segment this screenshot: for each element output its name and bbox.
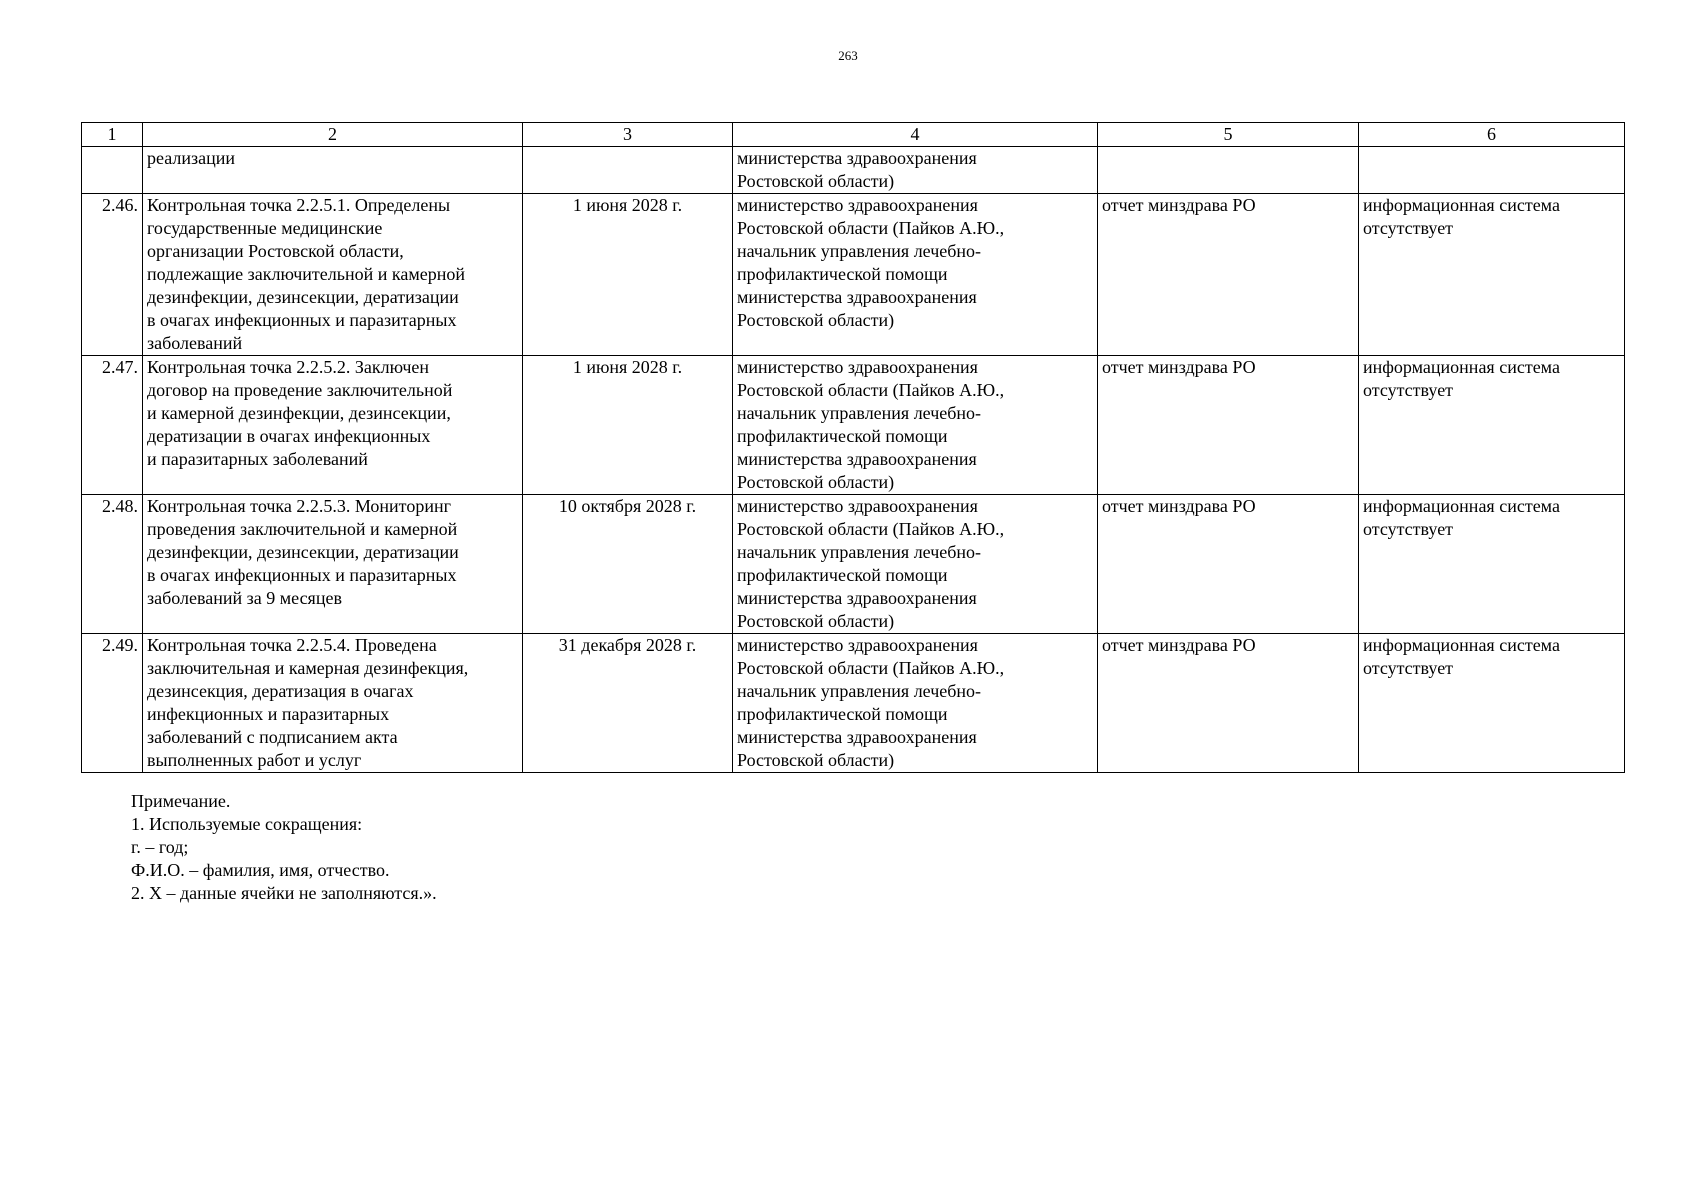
event-cell: [143, 495, 523, 634]
note-line: 2. Х – данные ячейки не заполняются.».: [131, 883, 437, 903]
info-system-cell: [1359, 634, 1625, 773]
cell-line: отсутствует: [1363, 380, 1454, 400]
cell-line: профилактической помощи: [737, 565, 948, 585]
cell-line: заключительная и камерная дезинфекция,: [147, 658, 469, 678]
event-cell: [143, 634, 523, 773]
row-number: 2.46.: [82, 194, 143, 356]
cell-line: профилактической помощи: [737, 264, 948, 284]
cell-line: министерства здравоохранения: [737, 727, 977, 747]
table-row: [82, 194, 1625, 356]
cell-line: начальник управления лечебно-: [737, 241, 982, 261]
event-cell: [143, 194, 523, 356]
table-row: [82, 495, 1625, 634]
info-system-cell: [1359, 194, 1625, 356]
cell-line: министерства здравоохранения: [737, 588, 977, 608]
deadline-cell: [523, 147, 733, 194]
result-cell: [1098, 147, 1359, 194]
result-cell: отчет минздрава РО: [1098, 495, 1359, 634]
cell-line: заболеваний с подписанием акта: [147, 727, 398, 747]
cell-line: министерство здравоохранения: [737, 635, 978, 655]
table-row: [82, 634, 1625, 773]
cell-line: отсутствует: [1363, 218, 1454, 238]
deadline-cell: 10 октября 2028 г.: [523, 495, 733, 634]
event-cell: [143, 356, 523, 495]
note-block: [131, 790, 437, 905]
cell-line: Ростовской области): [737, 310, 895, 330]
cell-line: и камерной дезинфекции, дезинсекции,: [147, 403, 451, 423]
deadline-cell: 1 июня 2028 г.: [523, 356, 733, 495]
cell-line: министерства здравоохранения: [737, 148, 977, 168]
result-cell: отчет минздрава РО: [1098, 634, 1359, 773]
responsible-cell: [733, 495, 1098, 634]
column-header: 3: [523, 123, 733, 147]
cell-line: реализации: [147, 148, 235, 168]
cell-line: профилактической помощи: [737, 704, 948, 724]
deadline-cell: 31 декабря 2028 г.: [523, 634, 733, 773]
cell-line: министерства здравоохранения: [737, 287, 977, 307]
cell-line: Ростовской области): [737, 750, 895, 770]
cell-line: дератизации в очагах инфекционных: [147, 426, 431, 446]
responsible-cell: [733, 194, 1098, 356]
cell-line: Ростовской области (Пайков А.Ю.,: [737, 519, 1005, 539]
cell-line: организации Ростовской области,: [147, 241, 404, 261]
cell-line: и паразитарных заболеваний: [147, 449, 368, 469]
result-cell: отчет минздрава РО: [1098, 356, 1359, 495]
table-row: [82, 356, 1625, 495]
cell-line: инфекционных и паразитарных: [147, 704, 390, 724]
cell-line: информационная система: [1363, 635, 1560, 655]
cell-line: отсутствует: [1363, 519, 1454, 539]
cell-line: профилактической помощи: [737, 426, 948, 446]
cell-line: заболеваний за 9 месяцев: [147, 588, 342, 608]
row-number: 2.49.: [82, 634, 143, 773]
responsible-cell: [733, 147, 1098, 194]
cell-line: министерство здравоохранения: [737, 496, 978, 516]
cell-line: министерство здравоохранения: [737, 195, 978, 215]
row-number: 2.47.: [82, 356, 143, 495]
cell-line: начальник управления лечебно-: [737, 542, 982, 562]
cell-line: Контрольная точка 2.2.5.3. Мониторинг: [147, 496, 451, 516]
cell-line: министерство здравоохранения: [737, 357, 978, 377]
column-header: 4: [733, 123, 1098, 147]
cell-line: Ростовской области): [737, 611, 895, 631]
cell-line: Ростовской области (Пайков А.Ю.,: [737, 218, 1005, 238]
cell-line: начальник управления лечебно-: [737, 403, 982, 423]
cell-line: Контрольная точка 2.2.5.1. Определены: [147, 195, 451, 215]
cell-line: информационная система: [1363, 496, 1560, 516]
info-system-cell: [1359, 147, 1625, 194]
result-cell: отчет минздрава РО: [1098, 194, 1359, 356]
cell-line: дезинсекция, дератизация в очагах: [147, 681, 414, 701]
cell-line: в очагах инфекционных и паразитарных: [147, 310, 457, 330]
note-line: 1. Используемые сокращения:: [131, 814, 363, 834]
note-title: Примечание.: [131, 791, 231, 811]
cell-line: Ростовской области (Пайков А.Ю.,: [737, 658, 1005, 678]
cell-line: информационная система: [1363, 357, 1560, 377]
responsible-cell: [733, 634, 1098, 773]
cell-line: договор на проведение заключительной: [147, 380, 453, 400]
table-row: [82, 147, 1625, 194]
cell-line: отсутствует: [1363, 658, 1454, 678]
cell-line: заболеваний: [147, 333, 243, 353]
cell-line: выполненных работ и услуг: [147, 750, 362, 770]
note-line: Ф.И.О. – фамилия, имя, отчество.: [131, 860, 390, 880]
cell-line: Контрольная точка 2.2.5.2. Заключен: [147, 357, 430, 377]
cell-line: Ростовской области): [737, 171, 895, 191]
deadline-cell: 1 июня 2028 г.: [523, 194, 733, 356]
cell-line: Ростовской области (Пайков А.Ю.,: [737, 380, 1005, 400]
page-number: 263: [838, 48, 858, 63]
cell-line: проведения заключительной и камерной: [147, 519, 458, 539]
cell-line: дезинфекции, дезинсекции, дератизации: [147, 287, 459, 307]
header-row: [82, 123, 1625, 147]
cell-line: Контрольная точка 2.2.5.4. Проведена: [147, 635, 437, 655]
event-cell: [143, 147, 523, 194]
column-header: 5: [1098, 123, 1359, 147]
column-header: 1: [82, 123, 143, 147]
cell-line: дезинфекции, дезинсекции, дератизации: [147, 542, 459, 562]
cell-line: министерства здравоохранения: [737, 449, 977, 469]
row-number: 2.48.: [82, 495, 143, 634]
cell-line: государственные медицинские: [147, 218, 383, 238]
info-system-cell: [1359, 356, 1625, 495]
responsible-cell: [733, 356, 1098, 495]
cell-line: в очагах инфекционных и паразитарных: [147, 565, 457, 585]
cell-line: начальник управления лечебно-: [737, 681, 982, 701]
cell-line: информационная система: [1363, 195, 1560, 215]
note-line: г. – год;: [131, 837, 189, 857]
cell-line: подлежащие заключительной и камерной: [147, 264, 465, 284]
column-header: 2: [143, 123, 523, 147]
info-system-cell: [1359, 495, 1625, 634]
column-header: 6: [1359, 123, 1625, 147]
cell-line: Ростовской области): [737, 472, 895, 492]
plan-table: [81, 122, 1625, 773]
row-number: [82, 147, 143, 194]
